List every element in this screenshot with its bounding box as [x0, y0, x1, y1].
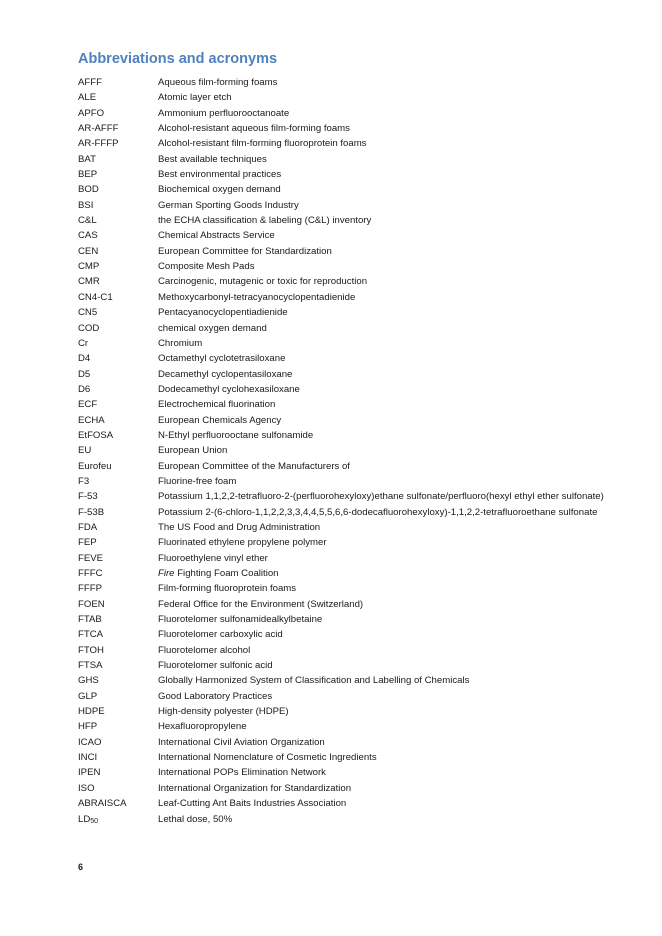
abbreviation-term: FTOH — [78, 644, 104, 656]
abbreviation-row — [78, 413, 608, 428]
abbreviation-term: COD — [78, 322, 100, 334]
abbreviation-term: F-53B — [78, 506, 105, 518]
abbreviation-row — [78, 612, 608, 627]
abbreviation-term: CEN — [78, 245, 99, 257]
abbreviation-row — [78, 505, 608, 520]
abbreviation-definition: Best available techniques — [158, 153, 267, 165]
abbreviation-term: ECHA — [78, 414, 105, 426]
abbreviation-definition: Film-forming fluoroprotein foams — [158, 583, 297, 595]
abbreviation-row — [78, 106, 608, 121]
abbreviation-definition: N-Ethyl perfluorooctane sulfonamide — [158, 429, 314, 441]
abbreviation-row — [78, 719, 608, 734]
abbreviation-term: D4 — [78, 353, 91, 365]
abbreviation-row — [78, 781, 608, 796]
abbreviation-term: BSI — [78, 199, 94, 211]
abbreviation-definition: Fluorotelomer sulfonamidealkylbetaine — [158, 614, 323, 626]
abbreviation-term: CMP — [78, 261, 100, 273]
abbreviation-term: EtFOSA — [78, 429, 114, 441]
abbreviation-row — [78, 566, 608, 581]
abbreviation-definition: The US Food and Drug Administration — [158, 521, 321, 533]
abbreviation-definition: Potassium 1,1,2,2-tetrafluoro-2-(perfluorohexyloxy)ethane sulfonate/perfluoro(hexyl ethyl ether sulfonate) — [158, 491, 604, 503]
abbreviation-term: FEVE — [78, 552, 104, 564]
abbreviation-row — [78, 535, 608, 550]
abbreviation-row — [78, 673, 608, 688]
abbreviation-row — [78, 182, 608, 197]
abbreviation-term: FEP — [78, 537, 97, 549]
abbreviation-term: APFO — [78, 107, 105, 119]
abbreviation-term: IPEN — [78, 767, 101, 779]
abbreviation-definition: International POPs Elimination Network — [158, 767, 326, 779]
abbreviation-term: FOEN — [78, 598, 105, 610]
abbreviation-term: AR-AFFF — [78, 123, 119, 135]
abbreviation-term: GLP — [78, 690, 98, 702]
abbreviation-definition: Fluorotelomer sulfonic acid — [158, 660, 273, 672]
abbreviation-definition: Decamethyl cyclopentasiloxane — [158, 368, 293, 380]
abbreviation-term: BEP — [78, 169, 98, 181]
abbreviation-definition: Aqueous film-forming foams — [158, 77, 278, 88]
abbreviation-definition: Fire Fighting Foam Coalition — [158, 568, 279, 579]
abbreviation-row — [78, 259, 608, 274]
abbreviation-definition: European Committee of the Manufacturers of — [158, 460, 350, 472]
abbreviation-definition: Alcohol-resistant film-forming fluoroprotein foams — [158, 138, 367, 150]
abbreviation-term: GHS — [78, 675, 99, 687]
abbreviation-row — [78, 75, 608, 90]
abbreviation-term: CAS — [78, 230, 98, 242]
abbreviation-list — [78, 75, 608, 827]
abbreviation-row — [78, 290, 608, 305]
abbreviation-row — [78, 765, 608, 780]
abbreviation-definition: Federal Office for the Environment (Switzerland) — [158, 598, 364, 610]
abbreviation-term: HFP — [78, 721, 98, 733]
abbreviation-term: FDA — [78, 521, 98, 533]
abbreviation-term: AFFF — [78, 77, 102, 88]
abbreviation-row — [78, 213, 608, 228]
abbreviation-row — [78, 167, 608, 182]
abbreviation-definition: German Sporting Goods Industry — [158, 199, 299, 211]
abbreviation-row — [78, 796, 608, 811]
abbreviation-term: ECF — [78, 399, 98, 411]
abbreviation-row — [78, 351, 608, 366]
abbreviation-row — [78, 474, 608, 489]
abbreviation-row — [78, 443, 608, 458]
abbreviation-term: D6 — [78, 383, 91, 395]
abbreviation-row — [78, 520, 608, 535]
abbreviation-row — [78, 367, 608, 382]
abbreviation-term: FTAB — [78, 614, 102, 626]
abbreviation-row — [78, 428, 608, 443]
abbreviation-row — [78, 704, 608, 719]
abbreviation-definition: Ammonium perfluorooctanoate — [158, 107, 290, 119]
abbreviation-definition: High-density polyester (HDPE) — [158, 706, 289, 718]
abbreviation-row — [78, 689, 608, 704]
abbreviation-row — [78, 305, 608, 320]
abbreviation-row — [78, 735, 608, 750]
abbreviation-row — [78, 198, 608, 213]
abbreviation-row — [78, 397, 608, 412]
abbreviation-definition: Pentacyanocyclopentiadienide — [158, 307, 288, 319]
abbreviation-term: INCI — [78, 752, 98, 764]
abbreviation-definition: Hexafluoropropylene — [158, 721, 247, 733]
abbreviation-definition: Electrochemical fluorination — [158, 399, 276, 411]
abbreviation-definition: Fluorotelomer alcohol — [158, 644, 251, 656]
abbreviation-row — [78, 627, 608, 642]
abbreviation-definition: Atomic layer etch — [158, 92, 232, 104]
abbreviation-row — [78, 90, 608, 105]
abbreviation-row — [78, 321, 608, 336]
abbreviation-definition: Fluorinated ethylene propylene polymer — [158, 537, 327, 549]
abbreviation-term: ALE — [78, 92, 97, 104]
abbreviation-row — [78, 658, 608, 673]
abbreviation-term: CN5 — [78, 307, 98, 319]
abbreviation-definition: European Union — [158, 445, 228, 457]
abbreviation-row — [78, 336, 608, 351]
abbreviation-definition: the ECHA classification & labeling (C&L) inventory — [158, 215, 372, 227]
abbreviation-row — [78, 643, 608, 658]
abbreviation-term: BAT — [78, 153, 96, 165]
abbreviation-definition: Globally Harmonized System of Classification and Labelling of Chemicals — [158, 675, 470, 687]
abbreviation-row — [78, 228, 608, 243]
abbreviation-row — [78, 750, 608, 765]
abbreviation-row — [78, 597, 608, 612]
abbreviation-row — [78, 581, 608, 596]
abbreviation-definition: Lethal dose, 50% — [158, 813, 233, 825]
abbreviation-definition: European Committee for Standardization — [158, 245, 332, 257]
abbreviation-term: FTCA — [78, 629, 104, 641]
abbreviation-definition: Biochemical oxygen demand — [158, 184, 281, 196]
abbreviation-definition: International Organization for Standardization — [158, 782, 352, 794]
abbreviation-term: CN4-C1 — [78, 291, 113, 303]
abbreviation-term: FFFC — [78, 568, 103, 579]
abbreviation-definition: chemical oxygen demand — [158, 322, 267, 334]
abbreviation-term: Cr — [78, 337, 89, 349]
abbreviation-term: ICAO — [78, 736, 102, 748]
abbreviation-definition: Octamethyl cyclotetrasiloxane — [158, 353, 286, 365]
section-title: Abbreviations and acronyms — [78, 51, 278, 67]
abbreviation-row — [78, 152, 608, 167]
abbreviation-definition: Chromium — [158, 337, 203, 349]
abbreviation-term: C&L — [78, 215, 97, 227]
abbreviation-term: F-53 — [78, 491, 98, 503]
abbreviation-row — [78, 121, 608, 136]
abbreviation-definition: Methoxycarbonyl-tetracyanocyclopentadienide — [158, 291, 356, 303]
abbreviation-definition: Good Laboratory Practices — [158, 690, 273, 702]
abbreviation-definition: Dodecamethyl cyclohexasiloxane — [158, 383, 300, 395]
abbreviation-row — [78, 551, 608, 566]
abbreviation-definition: Fluorine-free foam — [158, 475, 237, 487]
abbreviation-definition: Carcinogenic, mutagenic or toxic for reproduction — [158, 276, 368, 288]
abbreviation-term: HDPE — [78, 706, 105, 718]
abbreviation-term: EU — [78, 445, 92, 457]
abbreviation-term: Eurofeu — [78, 460, 112, 472]
abbreviation-row — [78, 459, 608, 474]
abbreviation-term: F3 — [78, 475, 90, 487]
abbreviation-definition: International Civil Aviation Organization — [158, 736, 325, 748]
abbreviation-row — [78, 812, 608, 827]
abbreviation-definition: International Nomenclature of Cosmetic Ingredients — [158, 752, 377, 764]
abbreviation-definition: Alcohol-resistant aqueous film-forming foams — [158, 123, 350, 135]
abbreviation-definition: Fluoroethylene vinyl ether — [158, 552, 268, 564]
abbreviation-term: ABRAISCA — [78, 798, 127, 810]
abbreviation-term: BOD — [78, 184, 99, 196]
abbreviation-definition: Composite Mesh Pads — [158, 261, 255, 273]
abbreviation-definition: Leaf-Cutting Ant Baits Industries Association — [158, 798, 347, 810]
abbreviation-term: AR-FFFP — [78, 138, 119, 150]
abbreviation-definition: Fluorotelomer carboxylic acid — [158, 629, 283, 641]
page-number: 6 — [78, 862, 84, 872]
abbreviation-row — [78, 274, 608, 289]
abbreviation-term: ISO — [78, 782, 95, 794]
abbreviation-term: $LD_{50}$ — [78, 813, 99, 825]
abbreviation-term: FFFP — [78, 583, 102, 595]
abbreviation-term: D5 — [78, 368, 91, 380]
abbreviation-definition: Potassium 2-(6-chloro-1,1,2,2,3,3,4,4,5,5,6,6-dodecafluorohexyloxy)-1,1,2,2-tetrafluoroethane sulfonate — [158, 506, 598, 518]
abbreviation-row — [78, 136, 608, 151]
abbreviation-row — [78, 489, 608, 504]
abbreviation-definition: Best environmental practices — [158, 169, 282, 181]
abbreviation-term: CMR — [78, 276, 100, 288]
abbreviation-definition: European Chemicals Agency — [158, 414, 282, 426]
abbreviation-row — [78, 244, 608, 259]
abbreviation-row — [78, 382, 608, 397]
abbreviation-term: FTSA — [78, 660, 103, 672]
abbreviation-definition: Chemical Abstracts Service — [158, 230, 275, 242]
